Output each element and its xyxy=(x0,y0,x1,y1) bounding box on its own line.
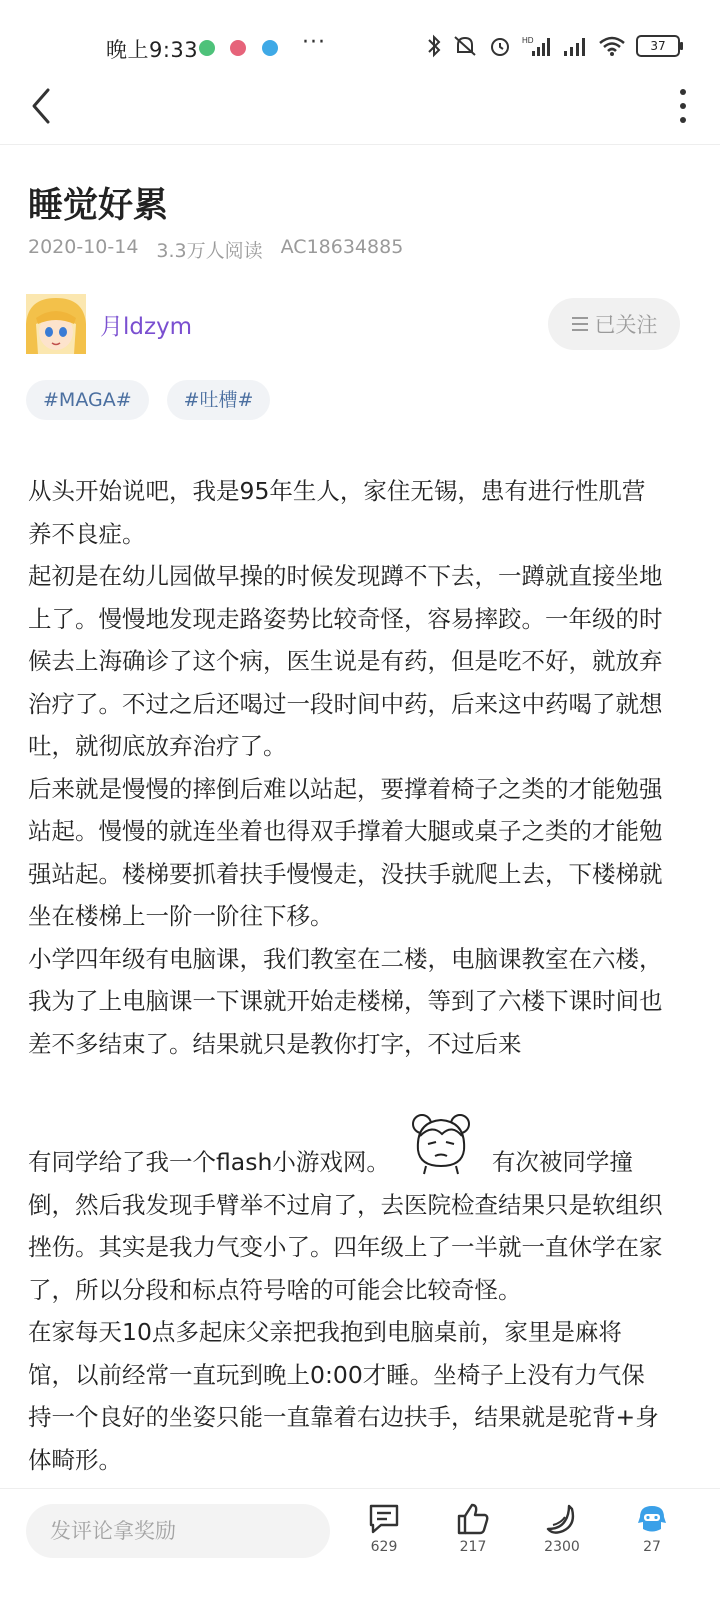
signal-icon xyxy=(562,35,588,57)
comment-button[interactable] xyxy=(349,1503,419,1555)
article-paragraph: 在家每天10点多起床父亲把我抱到电脑桌前，家里是麻将馆，以前经常一直玩到晚上0:00才睡。坐椅子上没有力气保持一个良好的坐姿只能一直靠着右边扶手，结果就是驼背+身体畸形。 xyxy=(28,1318,659,1474)
follow-label: 已关注 xyxy=(594,313,658,337)
like-count: 217 xyxy=(459,1539,487,1555)
battery-icon: 37 xyxy=(636,35,680,57)
article-paragraph: 从头开始说吧，我是95年生人，家住无锡，患有进行性肌营养不良症。 xyxy=(28,477,646,548)
post-title: 睡觉好累 xyxy=(28,186,169,226)
comment-input[interactable]: 发评论拿奖励 xyxy=(26,1504,330,1558)
tag-maga[interactable]: #MAGA# xyxy=(26,380,149,420)
tag-complain[interactable]: #吐槽# xyxy=(167,380,271,420)
bluetooth-icon xyxy=(426,34,442,58)
share-mascot-icon xyxy=(635,1503,669,1535)
post-id: AC18634885 xyxy=(280,236,404,258)
status-time: 晚上9:33 xyxy=(106,38,199,62)
post-meta xyxy=(28,236,403,263)
post-date: 2020-10-14 xyxy=(28,236,139,258)
like-button[interactable] xyxy=(438,1503,508,1555)
comment-count: 629 xyxy=(370,1539,398,1555)
article-paragraph: 起初是在幼儿园做早操的时候发现蹲不下去，一蹲就直接坐地上了。慢慢地发现走路姿势比较奇怪，容易摔跤。一年级的时候去上海确诊了这个病，医生说是有药，但是吃不好，就放弃治疗了。不过之后还喝过一段时间中药，后来这中药喝了就想吐，就彻底放弃治疗了。 xyxy=(28,562,663,760)
article-paragraph: 后来就是慢慢的摔倒后难以站起，要撑着椅子之类的才能勉强站起。慢慢的就连坐着也得双手撑着大腿或桌子之类的才能勉强站起。楼梯要抓着扶手慢慢走，没扶手就爬上去，下楼梯就坐在楼梯上一阶一阶往下移。 xyxy=(28,774,663,930)
svg-text:HD: HD xyxy=(522,36,534,45)
post-reads: 3.3万人阅读 xyxy=(156,240,263,262)
comment-icon xyxy=(367,1503,401,1535)
wechat-notification-icon xyxy=(199,40,215,56)
follow-button[interactable] xyxy=(548,298,680,350)
article-text: 有次被同学撞倒，然后我发现手臂举不过肩了，去医院检查结果只是软组织挫伤。其实是我力气变小了。四年级上了一半就一直休学在家了，所以分段和标点符号啥的可能会比较奇怪。 xyxy=(28,1148,663,1304)
author-name[interactable]: 月ldzym xyxy=(100,313,193,340)
nav-bar xyxy=(0,70,720,145)
banana-count: 2300 xyxy=(544,1539,580,1555)
banana-icon xyxy=(545,1503,579,1535)
thumbs-up-icon xyxy=(456,1503,490,1535)
share-button[interactable] xyxy=(617,1503,687,1555)
article-paragraph xyxy=(28,1110,668,1311)
share-count: 27 xyxy=(643,1539,661,1555)
banana-button[interactable] xyxy=(527,1503,597,1555)
article-text: 有同学给了我一个flash小游戏网。 xyxy=(28,1148,390,1176)
back-icon[interactable] xyxy=(22,86,62,126)
wifi-icon xyxy=(598,35,626,57)
browser-notification-icon xyxy=(262,40,278,56)
article-paragraph: 小学四年级有电脑课，我们教室在二楼，电脑课教室在六楼，我为了上电脑课一下课就开始走楼梯，等到了六楼下课时间也差不多结束了。结果就只是教你打字，不过后来 xyxy=(28,944,663,1058)
avatar[interactable] xyxy=(26,294,86,354)
mute-icon xyxy=(452,34,478,58)
author-info[interactable] xyxy=(26,294,192,354)
alarm-icon xyxy=(488,34,512,58)
list-icon xyxy=(571,316,589,332)
sticker-emoji xyxy=(402,1110,480,1170)
more-menu-icon[interactable] xyxy=(668,86,698,126)
more-notifications-icon: ··· xyxy=(302,30,326,55)
hd-signal-icon xyxy=(522,35,552,57)
tag-list xyxy=(26,380,270,420)
app-notification-icon xyxy=(230,40,246,56)
bottom-action-bar xyxy=(0,1488,720,1601)
article-body xyxy=(28,470,668,1488)
